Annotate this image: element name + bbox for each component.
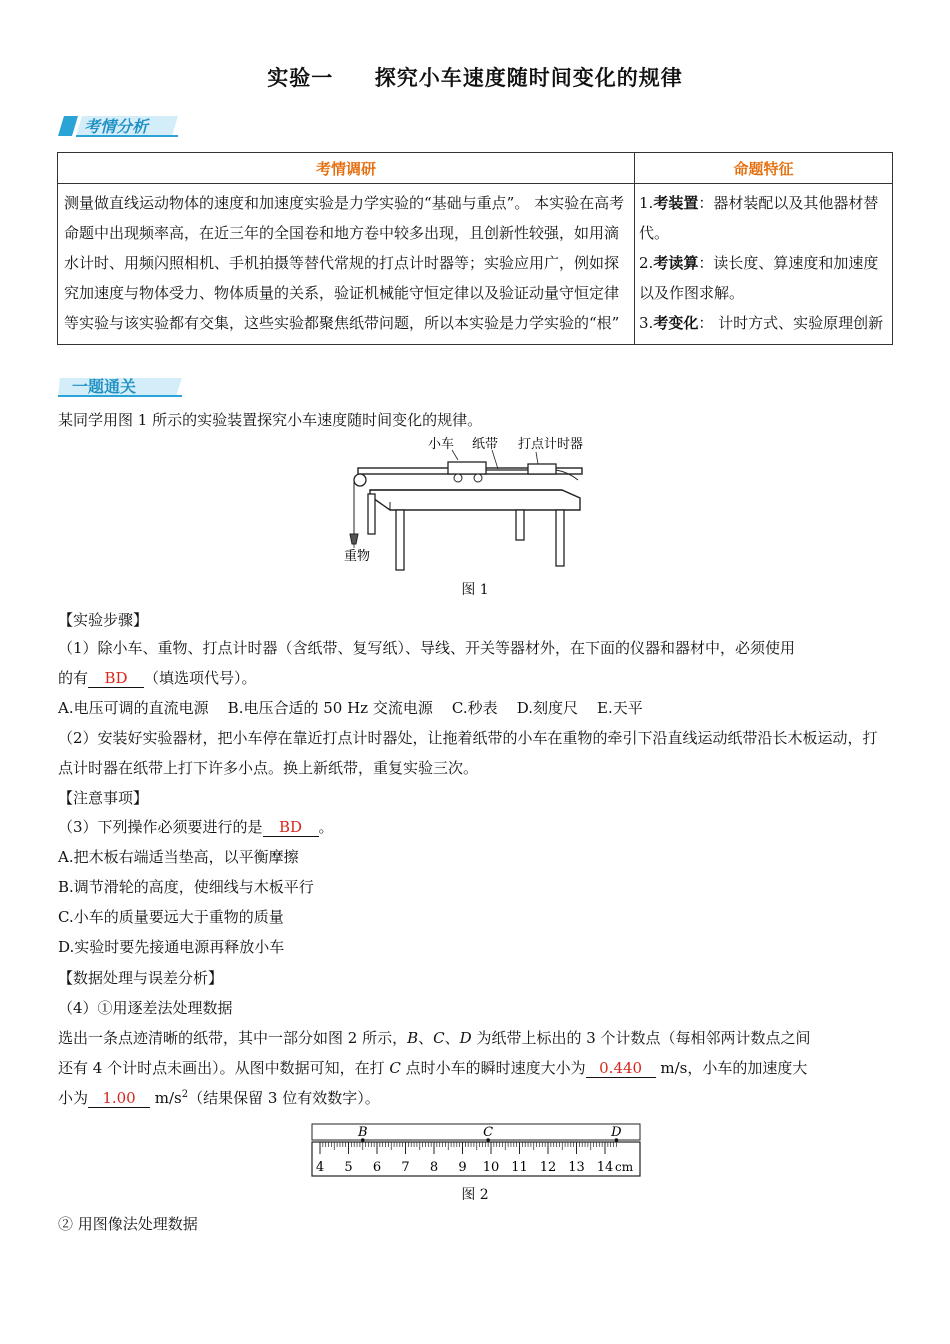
option-c: C.小车的质量要远大于重物的质量	[58, 908, 284, 926]
weight	[350, 534, 358, 544]
tape-point-label: D	[611, 1125, 622, 1140]
label-weight: 重物	[344, 549, 371, 564]
answer-q1: BD	[88, 669, 144, 688]
figure-2-ruler	[308, 1120, 648, 1180]
intro-text: 某同学用图 1 所示的实验装置探究小车速度随时间变化的规律。	[58, 411, 483, 429]
section-banner-analysis	[58, 112, 188, 144]
table-cell-survey: 测量做直线运动物体的速度和加速度实验是力学实验的“基础与重点”。 本实验在高考命题中出现频率高，在近三年的全国卷和地方卷中较多出现，且创新性较强，如用滴水计时、用频闪照相机、手机拍摄等替代常规的打点计时器等；实验应用广，例如探究加速度与物体受力、物体质量的关系，验证机械能守恒定律以及验证动量守恒定律等实验与该实验都有交集，这些实验都聚焦纸带问题，所以本实验是力学实验的“根”	[58, 184, 635, 345]
answer-acceleration: 1.00	[88, 1089, 150, 1108]
table-header-left: 考情调研	[58, 153, 635, 184]
question-2: （2）安装好实验器材，把小车停在靠近打点计时器处，让拖着纸带的小车在重物的牵引下沿直线运动纸带沿长木板运动，打点计时器在纸带上打下许多小点。换上新纸带，重复实验三次。	[58, 729, 878, 777]
table-leg	[396, 510, 404, 570]
question-1-line2: 的有 BD （填选项代号）。	[58, 669, 257, 687]
answer-q3: BD	[263, 818, 319, 837]
ruler-tick-label: 11	[511, 1160, 528, 1175]
question-4-line3: 小为 1.00 $m/s^2$（结果保留 3 位有效数字）。	[58, 1089, 380, 1107]
option-d: D.实验时要先接通电源再释放小车	[58, 938, 285, 956]
feature-item: 3.考变化： 计时方式、实验原理创新	[639, 314, 884, 332]
page-title: 实验一 探究小车速度随时间变化的规律	[267, 66, 683, 90]
ruler-tick-label: 7	[401, 1160, 410, 1175]
banner-graphic	[58, 112, 188, 140]
section-data: 【数据处理与误差分析】	[58, 969, 224, 987]
table-cell-features	[635, 184, 893, 345]
pulley	[354, 474, 366, 486]
banner2-title: 一题通关	[72, 377, 137, 396]
label-timer: 打点计时器	[518, 437, 584, 452]
question-4-part2: ② 用图像法处理数据	[58, 1215, 198, 1233]
option-b: B.调节滑轮的高度，使细线与木板平行	[58, 878, 314, 896]
question-4-line2: 还有 4 个计时点未画出）。从图中数据可知，在打 C 点时小车的瞬时速度大小为 0.440 m/s，小车的加速度大	[58, 1059, 808, 1077]
table-top	[370, 490, 580, 510]
ruler-unit: cm	[615, 1160, 634, 1174]
ruler-tick-label: 10	[482, 1160, 500, 1175]
table-header-right: 命题特征	[635, 153, 893, 184]
section-banner-practice	[58, 372, 188, 402]
question-4-line1: 选出一条点迹清晰的纸带，其中一部分如图 2 所示，B、C、D 为纸带上标出的 3 个计数点（每相邻两计数点之间	[58, 1029, 811, 1047]
label-car: 小车	[428, 437, 455, 452]
question-3: （3）下列操作必须要进行的是 BD 。	[58, 818, 334, 836]
label-tape: 纸带	[472, 437, 499, 452]
question-1-options: A.电压可调的直流电源 B.电压合适的 50 Hz 交流电源 C.秒表 D.刻度尺 E.天平	[58, 699, 643, 717]
ruler-tick-label: 12	[539, 1160, 557, 1175]
ruler-tick-label: 9	[458, 1160, 467, 1175]
figure-1-apparatus	[340, 436, 600, 576]
ruler-tick-label: 8	[429, 1160, 439, 1175]
ruler-tick-label: 6	[372, 1160, 382, 1175]
ruler-tick-label: 5	[344, 1160, 353, 1175]
banner2-graphic	[58, 372, 188, 398]
ruler-tick-label: 14	[596, 1160, 614, 1175]
car	[448, 462, 486, 474]
section-steps: 【实验步骤】	[58, 611, 149, 629]
question-4-title: （4）①用逐差法处理数据	[58, 999, 233, 1017]
question-1-line1: （1）除小车、重物、打点计时器（含纸带、复写纸）、导线、开关等器材外，在下面的仪器和器材中，必须使用	[58, 639, 796, 657]
analysis-table	[57, 152, 893, 345]
figure-1-caption: 图 1	[461, 582, 489, 598]
section-notes: 【注意事项】	[58, 789, 149, 807]
feature-item: 2.考读算：读长度、算速度和加速度以及作图求解。	[639, 254, 879, 302]
banner-title: 考情分析	[84, 117, 149, 136]
table-leg	[556, 510, 564, 566]
ruler-tick-label: 4	[315, 1160, 325, 1175]
answer-velocity: 0.440	[586, 1059, 656, 1078]
timer	[528, 464, 556, 474]
feature-item: 1.考装置：器材装配以及其他器材替代。	[639, 194, 879, 242]
figure-2-caption: 图 2	[461, 1187, 489, 1203]
ruler-tick-label: 13	[568, 1160, 585, 1175]
tape-point-label: C	[483, 1125, 494, 1140]
tape-point-label: B	[357, 1125, 368, 1140]
option-a: A.把木板右端适当垫高，以平衡摩擦	[58, 848, 299, 866]
